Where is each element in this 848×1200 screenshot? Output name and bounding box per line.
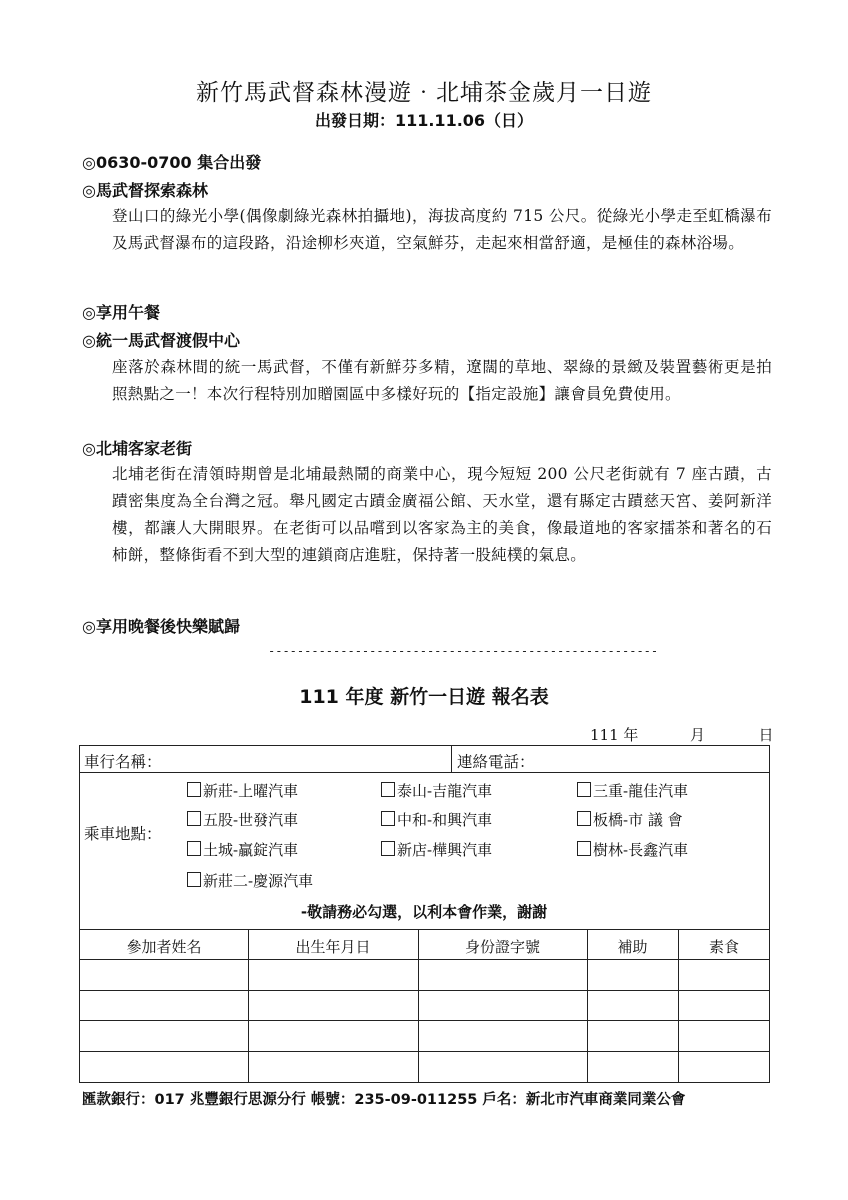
form-title: 111 年度 新竹一日遊 報名表: [299, 686, 549, 708]
location-option[interactable]: [381, 780, 492, 801]
form-note: -敬請務必勾選，以利本會作業，謝謝: [300, 903, 548, 921]
form-date-year: 111 年: [590, 726, 639, 744]
location-label: 樹林-長鑫汽車: [593, 841, 689, 859]
location-option[interactable]: [577, 780, 688, 801]
table-row[interactable]: [80, 1051, 769, 1052]
company-label: 車行名稱：: [84, 753, 162, 771]
location-option[interactable]: [577, 809, 683, 830]
bank-info: 匯款銀行：017 兆豐銀行思源分行 帳號：235-09-011255 戶名：新北市汽車商業同業公會: [82, 1092, 686, 1108]
location-label: 五股-世發汽車: [203, 811, 299, 829]
table-top-border: [80, 929, 769, 930]
checkbox[interactable]: [381, 841, 395, 856]
location-option[interactable]: [187, 839, 298, 860]
checkbox[interactable]: [187, 782, 201, 797]
table-row[interactable]: [80, 959, 769, 960]
form-date-day: 日: [758, 726, 774, 744]
checkbox[interactable]: [577, 811, 591, 826]
checkbox[interactable]: [187, 872, 201, 887]
location-label: 三重-龍佳汽車: [593, 782, 689, 800]
location-label: 新店-樺興汽車: [397, 841, 493, 859]
location-option[interactable]: [187, 809, 298, 830]
form-divider: [451, 746, 452, 772]
checkbox[interactable]: [381, 811, 395, 826]
column-header-name: 參加者姓名: [126, 938, 202, 956]
pickup-location-label: 乘車地點：: [84, 825, 162, 843]
location-option[interactable]: [187, 780, 298, 801]
document-title: 新竹馬武督森林漫遊‧北埔茶金歲月一日遊: [196, 80, 652, 106]
checkbox[interactable]: [187, 811, 201, 826]
form-date-month: 月: [689, 726, 705, 744]
location-label: 泰山-吉龍汽車: [397, 782, 493, 800]
form-divider: [80, 772, 769, 773]
registration-form: [79, 745, 770, 1083]
column-header-vegetarian: 素食: [708, 938, 739, 956]
checkbox[interactable]: [577, 841, 591, 856]
section-text-resort: 座落於森林間的統一馬武督，不僅有新鮮芬多精，遼闊的草地、翠綠的景緻及裝置藝術更是拍照熱點之一！本次行程特別加贈園區中多樣好玩的【指定設施】讓會員免費使用。: [112, 358, 772, 403]
table-row[interactable]: [80, 1020, 769, 1021]
form-date: [590, 724, 774, 745]
location-option[interactable]: [187, 870, 313, 891]
section-text-beipu: 北埔老街在清領時期曾是北埔最熱鬧的商業中心，現今短短 200 公尺老街就有 7 座古蹟，古蹟密集度為全台灣之冠。舉凡國定古蹟金廣福公館、天水堂，還有縣定古蹟慈天宮、姜阿新洋樓，都讓人大開眼界。在老街可以品嚐到以客家為主的美食，像最道地的客家擂茶和著名的石柿餅，整條街看不到大型的連鎖商店進駐，保持著一股純樸的氣息。: [112, 465, 772, 564]
location-option[interactable]: [381, 809, 492, 830]
location-label: 板橋-市 議 會: [593, 811, 683, 829]
section-text-mawudu: 登山口的綠光小學(偶像劇綠光森林拍攝地)，海拔高度約 715 公尺。從綠光小學走至虹橋瀑布及馬武督瀑布的這段路，沿途柳杉夾道，空氣鮮芬，走起來相當舒適，是極佳的森林浴場。: [112, 207, 772, 252]
column-header-id-number: 身份證字號: [464, 938, 540, 956]
column-header-subsidy: 補助: [617, 938, 648, 956]
section-heading-lunch: ◎享用午餐: [82, 303, 160, 322]
section-heading-assembly: ◎0630-0700 集合出發: [82, 153, 262, 172]
section-heading-dinner: ◎享用晚餐後快樂賦歸: [82, 617, 240, 636]
location-label: 中和-和興汽車: [397, 811, 493, 829]
location-label: 新莊-上曜汽車: [203, 782, 299, 800]
section-heading-mawudu: ◎馬武督探索森林: [82, 181, 208, 200]
checkbox[interactable]: [381, 782, 395, 797]
departure-date: 出發日期：111.11.06（日）: [314, 111, 534, 130]
location-option[interactable]: [577, 839, 688, 860]
divider-line: ------------------------------------------------------: [268, 644, 659, 658]
checkbox[interactable]: [577, 782, 591, 797]
checkbox[interactable]: [187, 841, 201, 856]
phone-label: 連絡電話：: [457, 753, 535, 771]
table-row[interactable]: [80, 990, 769, 991]
location-label: 土城-贏錠汽車: [203, 841, 299, 859]
location-option[interactable]: [381, 839, 492, 860]
section-heading-resort: ◎統一馬武督渡假中心: [82, 331, 240, 350]
location-label: 新莊二-慶源汽車: [203, 872, 314, 890]
section-heading-beipu: ◎北埔客家老街: [82, 439, 192, 458]
column-header-birthdate: 出生年月日: [295, 938, 371, 956]
